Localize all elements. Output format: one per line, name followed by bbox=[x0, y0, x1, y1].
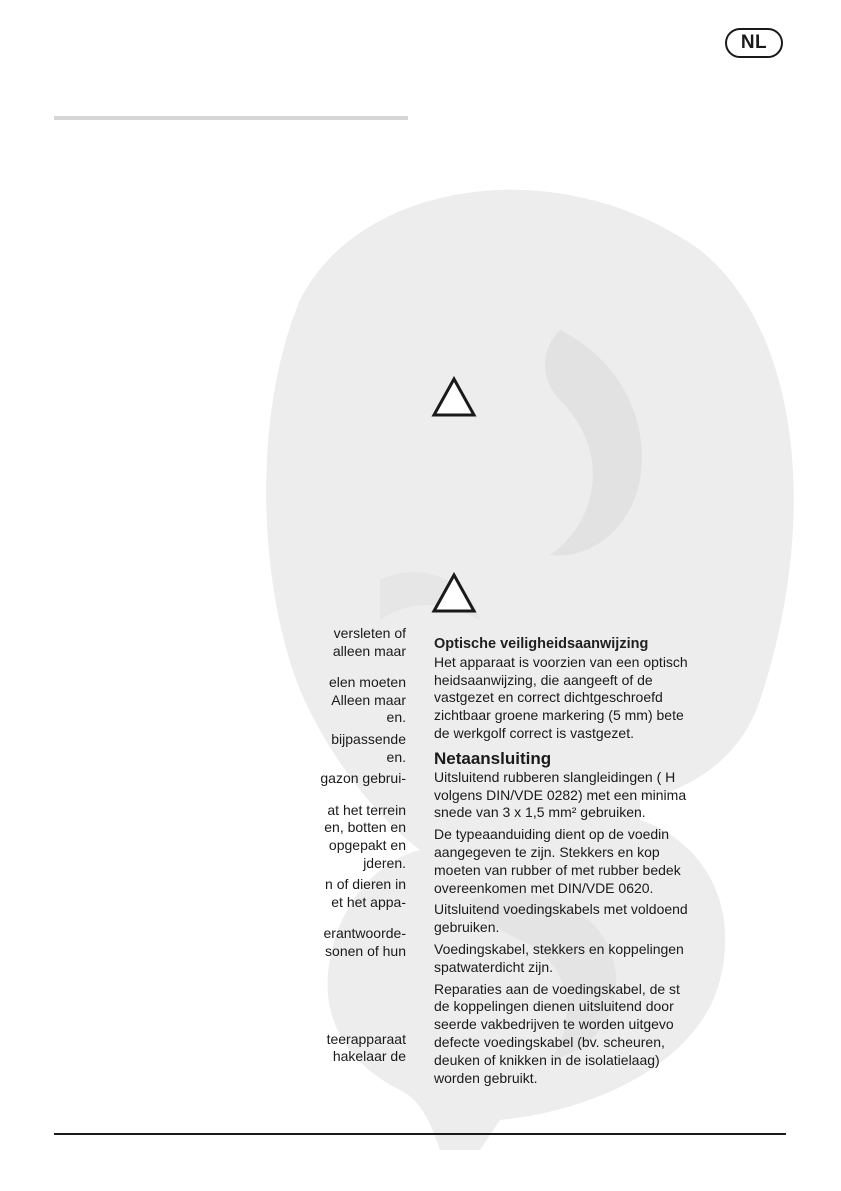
text-line: en. bbox=[386, 709, 406, 726]
text-line: Alleen maar bbox=[331, 691, 406, 708]
text-line: alleen maar bbox=[332, 642, 406, 659]
text-line: Uitsluitend voedingskabels met voldoend bbox=[434, 901, 688, 918]
text-line: bijpassende bbox=[331, 730, 406, 747]
text-line: jderen. bbox=[363, 854, 406, 871]
optical-safety-heading: Optische veiligheidsaanwijzing bbox=[434, 636, 649, 652]
mains-connection-heading: Netaansluiting bbox=[434, 748, 552, 768]
warning-triangle-icon bbox=[431, 572, 477, 614]
text-line: snede van 3 x 1,5 mm² gebruiken. bbox=[434, 804, 646, 821]
text-line: sonen of hun bbox=[325, 942, 406, 959]
language-badge: NL bbox=[725, 28, 783, 58]
text-line: overeenkomen met DIN/VDE 0620. bbox=[434, 879, 654, 896]
text-line: at het terrein bbox=[327, 801, 406, 818]
text-line: zichtbaar groene markering (5 mm) bete bbox=[434, 707, 684, 724]
text-line: elen moeten bbox=[328, 674, 406, 691]
footer-rule bbox=[54, 1133, 786, 1135]
text-line: Voedingskabel, stekkers en koppelingen bbox=[434, 940, 684, 957]
text-line: defecte voedingskabel (bv. scheuren, bbox=[434, 1033, 665, 1050]
text-line: worden gebruikt. bbox=[434, 1069, 538, 1086]
text-line: moeten van rubber of met rubber bedek bbox=[434, 861, 681, 878]
right-column-text bbox=[434, 636, 734, 1087]
text-line: en, botten en bbox=[324, 819, 406, 836]
text-line: hakelaar de bbox=[332, 1048, 406, 1065]
text-line: gebruiken. bbox=[434, 919, 500, 936]
text-line: Reparaties aan de voedingskabel, de st bbox=[434, 980, 680, 997]
text-line: versleten of bbox=[333, 625, 406, 641]
text-line: de werkgolf correct is vastgezet. bbox=[434, 724, 634, 741]
text-line: heidsaanwijzing, die aangeeft of de bbox=[434, 671, 653, 688]
text-line: aangegeven te zijn. Stekkers en kop bbox=[434, 843, 660, 860]
text-line: de koppelingen dienen uitsluitend door bbox=[434, 998, 674, 1015]
text-line: deuken of knikken in de isolatielaag) bbox=[434, 1051, 660, 1068]
text-line: vastgezet en correct dichtgeschroefd bbox=[434, 689, 663, 706]
text-line: Uitsluitend rubberen slangleidingen ( H bbox=[434, 768, 676, 785]
text-line: De typeaanduiding dient op de voedin bbox=[434, 826, 670, 843]
section-divider bbox=[54, 116, 408, 120]
text-line: spatwaterdicht zijn. bbox=[434, 958, 554, 975]
left-column-text-fragments bbox=[290, 625, 406, 1066]
text-line: n of dieren in bbox=[325, 876, 406, 893]
text-line: teerapparaat bbox=[326, 1030, 406, 1047]
text-line: opgepakt en bbox=[328, 836, 406, 853]
text-line: volgens DIN/VDE 0282) met een minima bbox=[434, 786, 687, 803]
text-line: gazon gebrui- bbox=[320, 770, 406, 787]
text-line: et het appa- bbox=[331, 893, 406, 910]
text-line: Het apparaat is voorzien van een optisch bbox=[434, 653, 688, 670]
text-line: seerde vakbedrijven te worden uitgevo bbox=[434, 1016, 674, 1033]
text-line: en. bbox=[386, 748, 406, 765]
warning-triangle-icon bbox=[431, 376, 477, 418]
text-line: erantwoorde- bbox=[323, 925, 406, 942]
